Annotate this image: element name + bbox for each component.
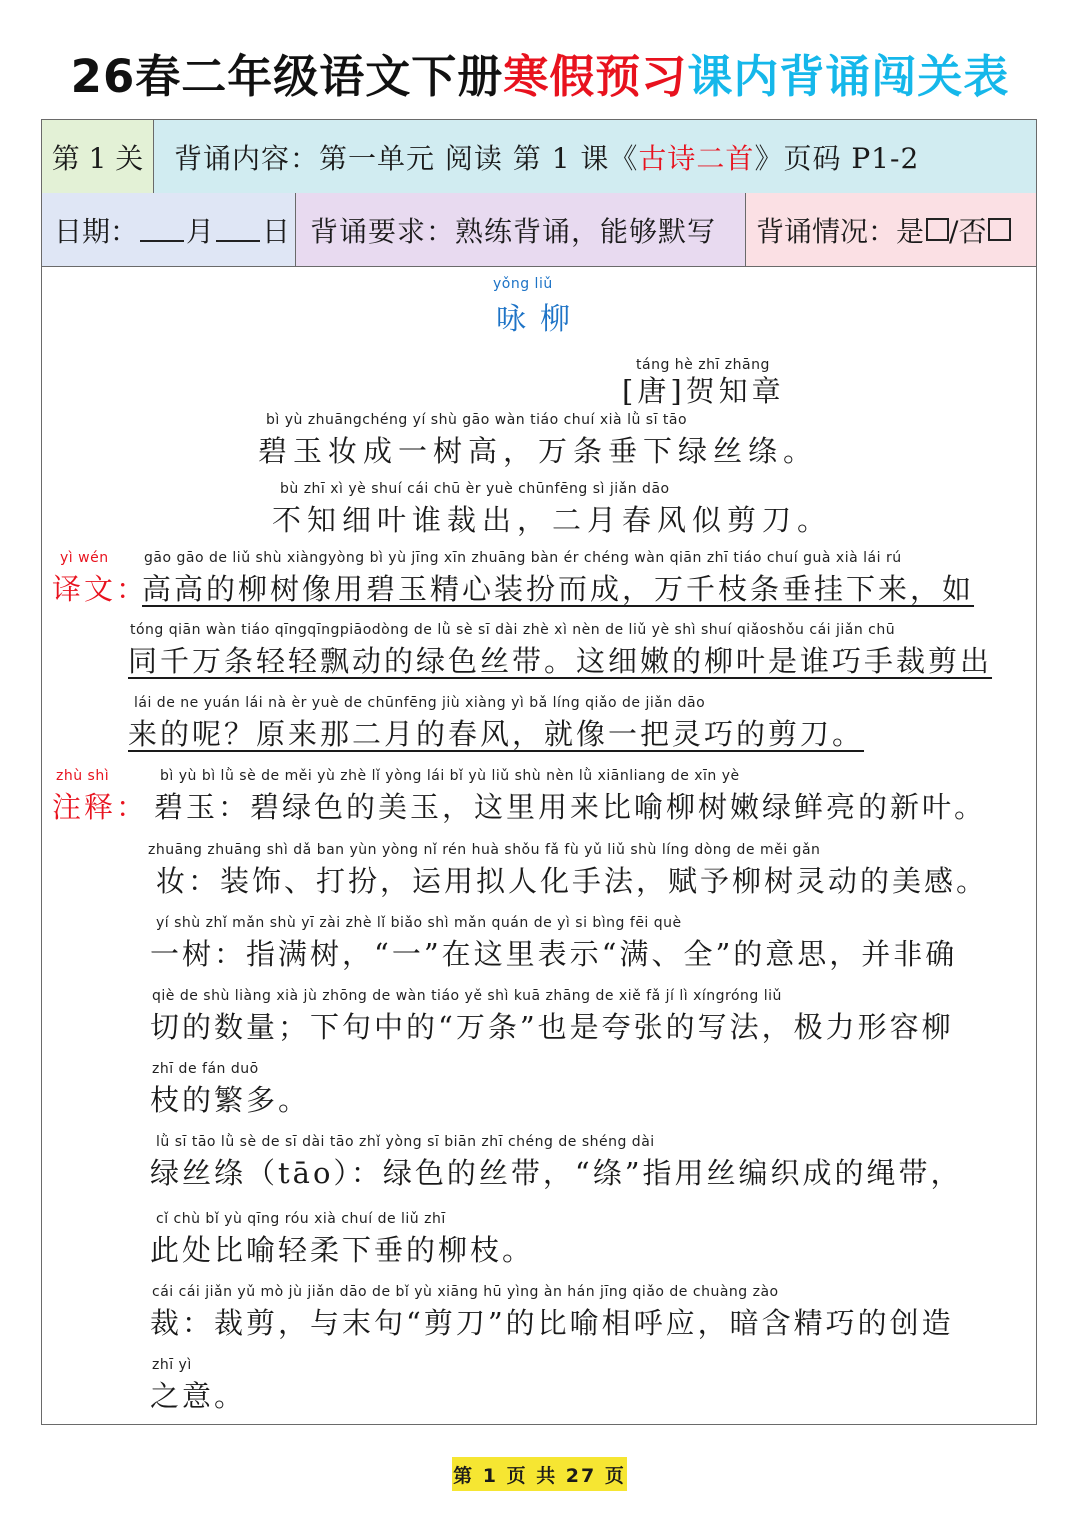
note6-pinyin: lǜ sī tāo lǜ sè de sī dài tāo zhǐ yòng sī biān zhī chéng de shéng dài: [156, 1134, 655, 1150]
title-recitation: 课内背诵闯关表: [687, 50, 1010, 103]
poem-author: [唐]贺知章: [622, 374, 785, 408]
translation-line3: 来的呢？原来那二月的春风，就像一把灵巧的剪刀。: [128, 717, 865, 751]
content-cell: [154, 120, 1036, 193]
date-label: 日期：: [54, 214, 139, 248]
note4-pinyin: qiè de shù liàng xià jù zhōng de wàn tiáo yě shì kuā zhāng de xiě fǎ jí lì xíngróng liǔ: [152, 988, 782, 1004]
note8-pinyin: cái cái jiǎn yǔ mò jù jiǎn dāo de bǐ yù xiāng hū yìng àn hán jīng qiǎo de chuàng zào: [152, 1284, 779, 1300]
poem-title-pinyin: yǒng liǔ: [493, 276, 553, 292]
page-number-badge: 第 1 页 共 27 页: [452, 1457, 627, 1491]
note9: 之意。: [150, 1379, 247, 1413]
status-label: 背诵情况：是: [756, 214, 925, 248]
note1-pinyin: bì yù bì lǜ sè de měi yù zhè lǐ yòng lái bǐ yù liǔ shù nèn lǜ xiānliang de xīn yè: [160, 768, 740, 784]
note2-pinyin: zhuāng zhuāng shì dǎ ban yùn yòng nǐ rén huà shǒu fǎ fù yǔ liǔ shù líng dòng de měi gǎn: [148, 842, 821, 858]
note7-pinyin: cǐ chù bǐ yù qīng róu xià chuí de liǔ zhī: [156, 1211, 446, 1227]
notes-label: 注释：: [52, 790, 149, 824]
month-blank[interactable]: [140, 218, 184, 242]
poem-line1: 碧玉妆成一树高，万条垂下绿丝绦。: [258, 434, 819, 468]
page-title: [0, 40, 1080, 105]
status-cell: [746, 193, 1036, 266]
translation-line3-pinyin: lái de ne yuán lái nà èr yuè de chūnfēng jiù xiàng yì bǎ líng qiǎo de jiǎn dāo: [134, 695, 706, 711]
note5: 枝的繁多。: [150, 1083, 311, 1117]
lesson-name: 古诗二首: [638, 141, 755, 175]
title-grade: 26春二年级语文下册: [70, 50, 504, 103]
note9-pinyin: zhī yì: [152, 1357, 192, 1373]
info-row-2: [42, 193, 1036, 267]
title-preview: 寒假预习: [503, 50, 688, 103]
translation-label-pinyin: yì wén: [60, 550, 109, 566]
month-label: 月: [186, 214, 215, 248]
note7: 此处比喻轻柔下垂的柳枝。: [150, 1233, 535, 1267]
date-cell: [42, 193, 296, 266]
no-checkbox[interactable]: [988, 218, 1011, 241]
content-suffix: 》页码 P1-2: [754, 141, 920, 175]
poem-title: 咏柳: [496, 302, 584, 337]
note5-pinyin: zhī de fán duō: [152, 1061, 259, 1077]
content-prefix: 背诵内容：第一单元 阅读 第 1 课《: [174, 141, 639, 175]
translation-line1-pinyin: gāo gāo de liǔ shù xiàngyòng bì yù jīng xīn zhuāng bàn ér chéng wàn qiān zhī tiáo chuí guà xià lái rú: [144, 550, 902, 566]
note6: 绿丝绦（tāo）：绿色的丝带，“绦”指用丝编织成的绳带，: [150, 1156, 963, 1190]
poem-line2: 不知细叶谁裁出，二月春风似剪刀。: [272, 503, 833, 537]
level-cell: 第 1 关: [42, 120, 154, 193]
note3-pinyin: yí shù zhǐ mǎn shù yī zài zhè lǐ biǎo shì mǎn quán de yì si bìng fēi què: [156, 915, 682, 931]
translation-label: 译文：: [52, 572, 149, 606]
author-pinyin: táng hè zhī zhāng: [636, 357, 770, 373]
note1: 碧玉：碧绿色的美玉，这里用来比喻柳树嫩绿鲜亮的新叶。: [154, 790, 987, 824]
poem-line2-pinyin: bù zhī xì yè shuí cái chū èr yuè chūnfēng sì jiǎn dāo: [280, 481, 670, 497]
poem-line1-pinyin: bì yù zhuāngchéng yí shù gāo wàn tiáo chuí xià lǜ sī tāo: [266, 412, 688, 428]
yes-checkbox[interactable]: [926, 218, 949, 241]
info-row-1: [42, 120, 1036, 194]
translation-line2-pinyin: tóng qiān wàn tiáo qīngqīngpiāodòng de lǜ sè sī dài zhè xì nèn de liǔ yè shì shuí qiǎoshǒu cái jiǎn chū: [130, 622, 896, 638]
day-blank[interactable]: [216, 218, 260, 242]
note8: 裁：裁剪，与末句“剪刀”的比喻相呼应，暗含精巧的创造: [150, 1306, 954, 1340]
day-label: 日: [262, 214, 291, 248]
requirement-cell: 背诵要求：熟练背诵，能够默写: [296, 193, 746, 266]
note4: 切的数量；下句中的“万条”也是夸张的写法，极力形容柳: [150, 1010, 954, 1044]
translation-line1: 高高的柳树像用碧玉精心装扮而成，万千枝条垂挂下来，如: [142, 572, 975, 606]
notes-label-pinyin: zhù shì: [56, 768, 110, 784]
note2: 妆：装饰、打扮，运用拟人化手法，赋予柳树灵动的美感。: [156, 864, 989, 898]
status-no-label: /否: [949, 214, 987, 248]
translation-line2: 同千万条轻轻飘动的绿色丝带。这细嫩的柳叶是谁巧手裁剪出: [128, 644, 993, 678]
note3: 一树：指满树，“一”在这里表示“满、全”的意思，并非确: [150, 937, 958, 971]
